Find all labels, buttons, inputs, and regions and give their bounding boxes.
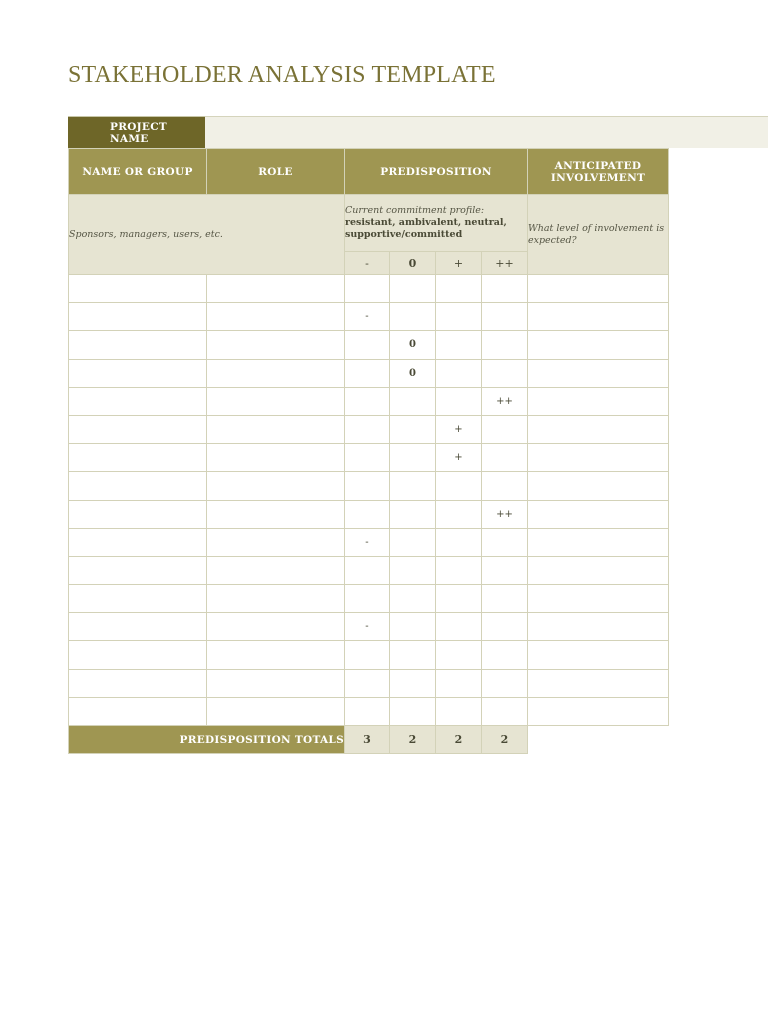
row-role-cell[interactable] xyxy=(207,613,345,641)
row-mark-neutral[interactable] xyxy=(390,641,436,669)
table-row xyxy=(69,331,669,359)
row-role-cell[interactable] xyxy=(207,669,345,697)
row-involvement-cell[interactable] xyxy=(528,613,669,641)
row-role-cell[interactable] xyxy=(207,359,345,387)
row-name-cell[interactable] xyxy=(69,641,207,669)
row-role-cell[interactable] xyxy=(207,585,345,613)
row-mark-supportive[interactable]: + xyxy=(436,444,482,472)
symbol-neutral: 0 xyxy=(390,252,436,275)
profile-values: resistant, ambivalent, neutral, supportive/committed xyxy=(345,217,507,240)
stakeholder-table xyxy=(68,148,669,754)
table-row xyxy=(69,528,669,556)
table-row xyxy=(69,275,669,303)
commitment-profile-hint xyxy=(345,195,528,252)
row-mark-supportive[interactable] xyxy=(436,613,482,641)
row-mark-supportive[interactable] xyxy=(436,387,482,415)
symbol-resistant: - xyxy=(345,252,390,275)
row-role-cell[interactable] xyxy=(207,331,345,359)
row-mark-supportive[interactable] xyxy=(436,331,482,359)
total-neutral: 2 xyxy=(390,726,436,754)
row-role-cell[interactable] xyxy=(207,556,345,584)
row-involvement-cell[interactable] xyxy=(528,444,669,472)
row-mark-committed[interactable] xyxy=(482,303,528,331)
row-mark-resistant[interactable] xyxy=(345,387,390,415)
header-involvement-line1: ANTICIPATED xyxy=(554,159,642,172)
row-involvement-cell[interactable] xyxy=(528,331,669,359)
row-mark-neutral[interactable] xyxy=(390,472,436,500)
table-row xyxy=(69,415,669,443)
table-row xyxy=(69,500,669,528)
row-involvement-cell[interactable] xyxy=(528,275,669,303)
row-mark-supportive[interactable] xyxy=(436,359,482,387)
totals-label: PREDISPOSITION TOTALS xyxy=(69,726,345,754)
total-committed: 2 xyxy=(482,726,528,754)
row-name-cell[interactable] xyxy=(69,387,207,415)
row-mark-committed[interactable] xyxy=(482,697,528,725)
row-name-cell[interactable] xyxy=(69,669,207,697)
row-mark-resistant[interactable] xyxy=(345,415,390,443)
row-mark-committed[interactable]: ++ xyxy=(482,387,528,415)
row-mark-committed[interactable] xyxy=(482,331,528,359)
table-row xyxy=(69,303,669,331)
totals-row xyxy=(69,726,669,754)
row-mark-resistant[interactable] xyxy=(345,669,390,697)
row-mark-resistant[interactable] xyxy=(345,585,390,613)
row-mark-neutral[interactable] xyxy=(390,415,436,443)
row-mark-neutral[interactable] xyxy=(390,697,436,725)
row-mark-committed[interactable] xyxy=(482,528,528,556)
row-name-cell[interactable] xyxy=(69,697,207,725)
row-mark-neutral[interactable] xyxy=(390,528,436,556)
row-mark-committed[interactable] xyxy=(482,275,528,303)
row-mark-supportive[interactable] xyxy=(436,585,482,613)
header-involvement-line2: INVOLVEMENT xyxy=(550,171,646,184)
row-mark-resistant[interactable]: - xyxy=(345,528,390,556)
row-mark-resistant[interactable] xyxy=(345,275,390,303)
project-name-field[interactable] xyxy=(205,116,768,148)
row-mark-supportive[interactable] xyxy=(436,528,482,556)
row-mark-neutral[interactable] xyxy=(390,585,436,613)
row-mark-neutral[interactable] xyxy=(390,556,436,584)
row-mark-resistant[interactable] xyxy=(345,697,390,725)
row-name-cell[interactable] xyxy=(69,331,207,359)
row-mark-neutral[interactable] xyxy=(390,387,436,415)
row-mark-supportive[interactable] xyxy=(436,556,482,584)
row-involvement-cell[interactable] xyxy=(528,303,669,331)
table-row xyxy=(69,697,669,725)
header-name-or-group: NAME OR GROUP xyxy=(69,149,207,195)
row-mark-committed[interactable] xyxy=(482,669,528,697)
row-mark-neutral[interactable] xyxy=(390,500,436,528)
row-name-cell[interactable] xyxy=(69,556,207,584)
table-row xyxy=(69,472,669,500)
row-mark-supportive[interactable] xyxy=(436,500,482,528)
row-name-cell[interactable] xyxy=(69,444,207,472)
table-row xyxy=(69,585,669,613)
row-mark-supportive[interactable] xyxy=(436,472,482,500)
row-name-cell[interactable] xyxy=(69,585,207,613)
row-involvement-cell[interactable] xyxy=(528,641,669,669)
row-involvement-cell[interactable] xyxy=(528,359,669,387)
row-mark-supportive[interactable] xyxy=(436,697,482,725)
row-mark-resistant[interactable]: - xyxy=(345,613,390,641)
row-mark-neutral[interactable] xyxy=(390,275,436,303)
row-involvement-cell[interactable] xyxy=(528,472,669,500)
row-role-cell[interactable] xyxy=(207,387,345,415)
row-role-cell[interactable] xyxy=(207,303,345,331)
row-name-cell[interactable] xyxy=(69,500,207,528)
row-name-cell[interactable] xyxy=(69,472,207,500)
table-row xyxy=(69,387,669,415)
row-mark-neutral[interactable]: 0 xyxy=(390,331,436,359)
row-mark-committed[interactable] xyxy=(482,585,528,613)
row-mark-resistant[interactable] xyxy=(345,331,390,359)
row-name-cell[interactable] xyxy=(69,275,207,303)
row-involvement-cell[interactable] xyxy=(528,415,669,443)
row-involvement-cell[interactable] xyxy=(528,387,669,415)
row-name-cell[interactable] xyxy=(69,303,207,331)
table-row xyxy=(69,556,669,584)
row-mark-resistant[interactable] xyxy=(345,472,390,500)
row-mark-committed[interactable] xyxy=(482,472,528,500)
row-role-cell[interactable] xyxy=(207,444,345,472)
table-row xyxy=(69,613,669,641)
row-mark-neutral[interactable]: 0 xyxy=(390,359,436,387)
symbol-supportive: + xyxy=(436,252,482,275)
row-involvement-cell[interactable] xyxy=(528,556,669,584)
involvement-hint: What level of involvement is expected? xyxy=(528,195,669,275)
row-involvement-cell[interactable] xyxy=(528,500,669,528)
header-anticipated-involvement xyxy=(528,149,669,195)
row-mark-committed[interactable] xyxy=(482,415,528,443)
row-mark-committed[interactable] xyxy=(482,641,528,669)
profile-intro: Current commitment profile: xyxy=(345,205,485,216)
header-role: ROLE xyxy=(207,149,345,195)
project-name-row xyxy=(68,116,768,148)
row-role-cell[interactable] xyxy=(207,275,345,303)
row-mark-resistant[interactable] xyxy=(345,500,390,528)
table-row xyxy=(69,359,669,387)
row-role-cell[interactable] xyxy=(207,641,345,669)
row-role-cell[interactable] xyxy=(207,415,345,443)
totals-spacer xyxy=(528,726,669,754)
row-mark-committed[interactable] xyxy=(482,359,528,387)
row-mark-supportive[interactable] xyxy=(436,275,482,303)
row-involvement-cell[interactable] xyxy=(528,528,669,556)
total-resistant: 3 xyxy=(345,726,390,754)
row-mark-committed[interactable]: ++ xyxy=(482,500,528,528)
row-mark-resistant[interactable] xyxy=(345,359,390,387)
row-mark-resistant[interactable]: - xyxy=(345,303,390,331)
row-name-cell[interactable] xyxy=(69,613,207,641)
row-role-cell[interactable] xyxy=(207,472,345,500)
row-name-cell[interactable] xyxy=(69,359,207,387)
row-role-cell[interactable] xyxy=(207,528,345,556)
row-mark-neutral[interactable] xyxy=(390,303,436,331)
row-mark-supportive[interactable] xyxy=(436,641,482,669)
page-title: STAKEHOLDER ANALYSIS TEMPLATE xyxy=(68,62,496,88)
row-mark-supportive[interactable] xyxy=(436,303,482,331)
row-role-cell[interactable] xyxy=(207,500,345,528)
row-mark-resistant[interactable] xyxy=(345,556,390,584)
row-mark-resistant[interactable] xyxy=(345,641,390,669)
name-hint: Sponsors, managers, users, etc. xyxy=(69,195,345,275)
row-mark-committed[interactable] xyxy=(482,444,528,472)
row-mark-resistant[interactable] xyxy=(345,444,390,472)
row-mark-supportive[interactable] xyxy=(436,669,482,697)
table-row xyxy=(69,669,669,697)
table-row xyxy=(69,641,669,669)
row-role-cell[interactable] xyxy=(207,697,345,725)
table-row xyxy=(69,444,669,472)
row-mark-neutral[interactable] xyxy=(390,444,436,472)
row-name-cell[interactable] xyxy=(69,528,207,556)
symbol-committed: ++ xyxy=(482,252,528,275)
header-predisposition: PREDISPOSITION xyxy=(345,149,528,195)
total-supportive: 2 xyxy=(436,726,482,754)
row-mark-committed[interactable] xyxy=(482,613,528,641)
row-involvement-cell[interactable] xyxy=(528,669,669,697)
row-mark-neutral[interactable] xyxy=(390,669,436,697)
row-mark-committed[interactable] xyxy=(482,556,528,584)
project-name-label: PROJECT NAME xyxy=(68,116,205,148)
row-name-cell[interactable] xyxy=(69,415,207,443)
row-mark-supportive[interactable]: + xyxy=(436,415,482,443)
row-mark-neutral[interactable] xyxy=(390,613,436,641)
row-involvement-cell[interactable] xyxy=(528,585,669,613)
row-involvement-cell[interactable] xyxy=(528,697,669,725)
